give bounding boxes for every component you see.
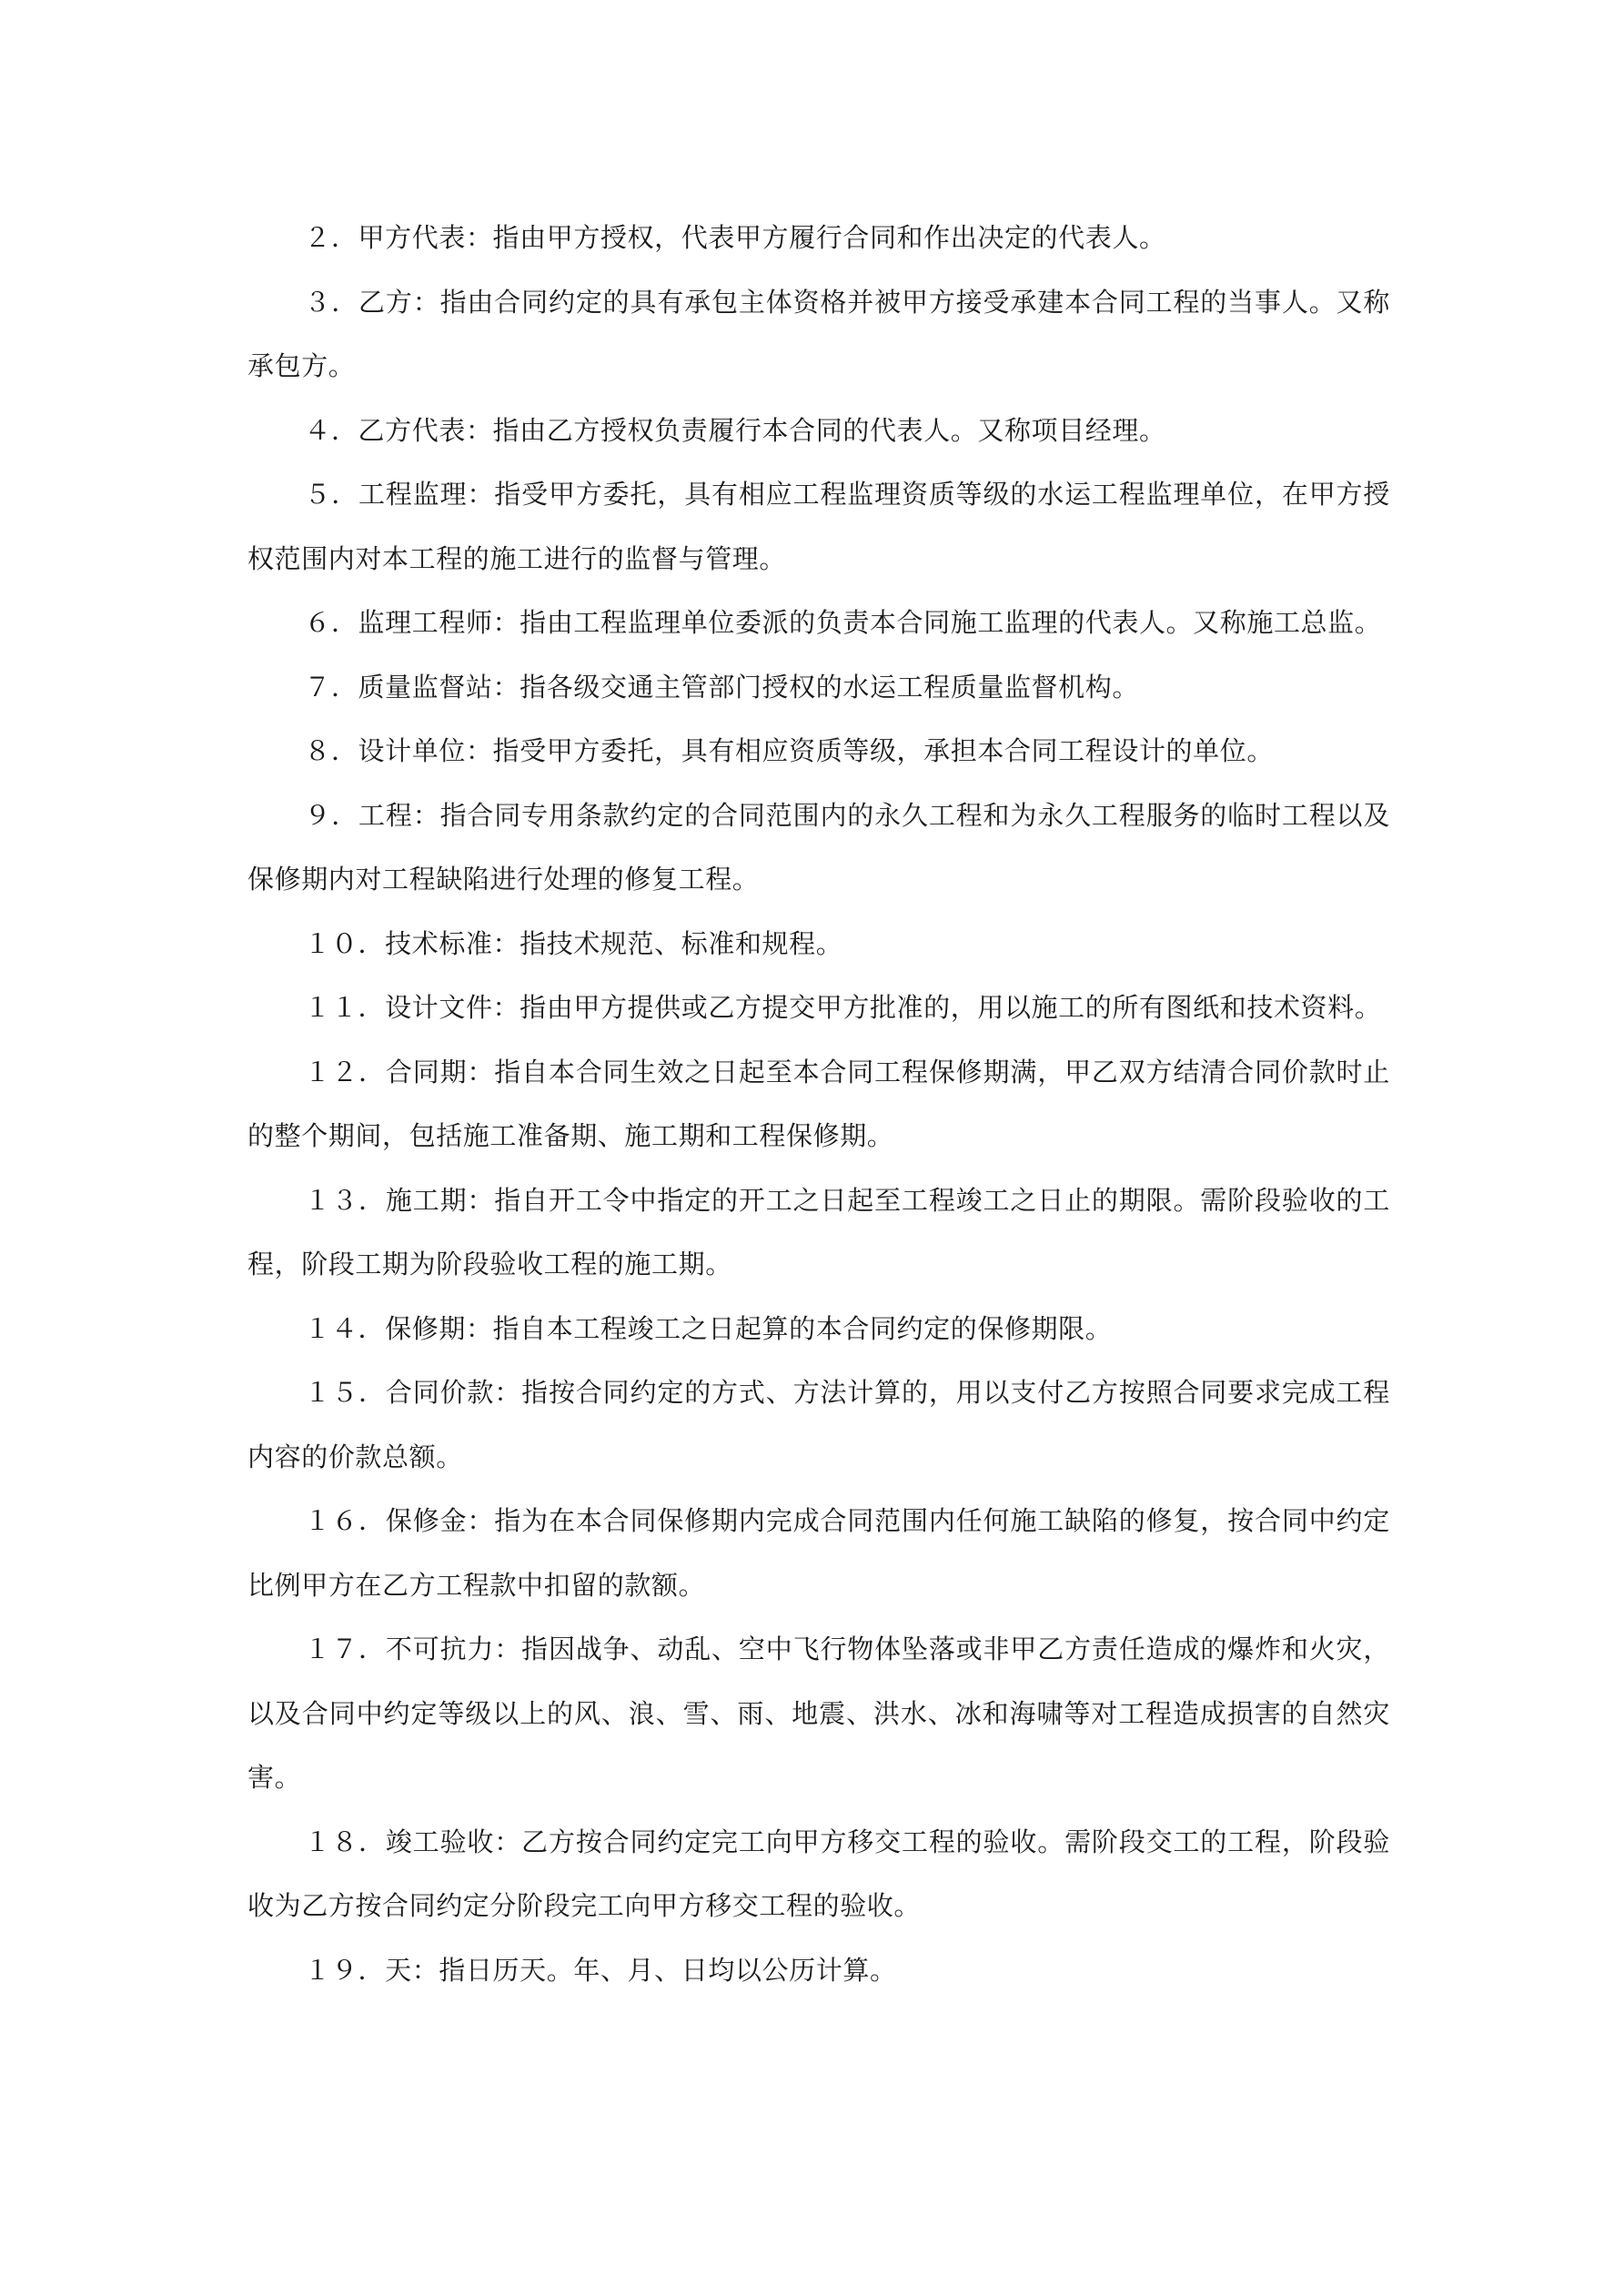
definition-item-13: １３．施工期：指自开工令中指定的开工之日起至工程竣工之日止的期限。需阶段验收的工程，阶段工期为阶段验收工程的施工期。	[247, 1184, 1390, 1279]
definition-item-14: １４．保修期：指自本工程竣工之日起算的本合同约定的保修期限。	[304, 1312, 1113, 1344]
definition-item-19: １９．天：指日历天。年、月、日均以公历计算。	[304, 1954, 897, 1986]
definition-item-18: １８．竣工验收：乙方按合同约定完工向甲方移交工程的验收。需阶段交工的工程，阶段验收为乙方按合同约定分阶段完工向甲方移交工程的验收。	[247, 1826, 1390, 1921]
definition-item-4: ４．乙方代表：指由乙方授权负责履行本合同的代表人。又称项目经理。	[304, 414, 1166, 446]
definition-item-12: １２．合同期：指自本合同生效之日起至本合同工程保修期满，甲乙双方结清合同价款时止的整个期间，包括施工准备期、施工期和工程保修期。	[247, 1056, 1390, 1151]
definition-item-16: １６．保修金：指为在本合同保修期内完成合同范围内任何施工缺陷的修复，按合同中约定比例甲方在乙方工程款中扣留的款额。	[247, 1505, 1390, 1601]
definition-item-17: １７．不可抗力：指因战争、动乱、空中飞行物体坠落或非甲乙方责任造成的爆炸和火灾，以及合同中约定等级以上的风、浪、雪、雨、地震、洪水、冰和海啸等对工程造成损害的自然灾害。	[247, 1633, 1390, 1793]
definition-item-11: １１．设计文件：指由甲方提供或乙方提交甲方批准的，用以施工的所有图纸和技术资料。	[304, 992, 1382, 1023]
definition-item-10: １０．技术标准：指技术规范、标准和规程。	[304, 927, 843, 959]
definition-item-7: ７．质量监督站：指各级交通主管部门授权的水运工程质量监督机构。	[304, 671, 1139, 703]
definition-item-2: ２．甲方代表：指由甲方授权，代表甲方履行合同和作出决定的代表人。	[304, 222, 1166, 253]
definition-item-8: ８．设计单位：指受甲方委托，具有相应资质等级，承担本合同工程设计的单位。	[304, 735, 1274, 766]
definition-item-3: ３．乙方：指由合同约定的具有承包主体资格并被甲方接受承建本合同工程的当事人。又称承包方。	[247, 286, 1390, 381]
definition-item-6: ６．监理工程师：指由工程监理单位委派的负责本合同施工监理的代表人。又称施工总监。	[304, 607, 1382, 638]
definition-item-15: １５．合同价款：指按合同约定的方式、方法计算的，用以支付乙方按照合同要求完成工程内容的价款总额。	[247, 1377, 1390, 1472]
definition-item-5: ５．工程监理：指受甲方委托，具有相应工程监理资质等级的水运工程监理单位，在甲方授权范围内对本工程的施工进行的监督与管理。	[247, 479, 1390, 574]
definition-item-9: ９．工程：指合同专用条款约定的合同范围内的永久工程和为永久工程服务的临时工程以及保修期内对工程缺陷进行处理的修复工程。	[247, 799, 1390, 895]
document-body	[247, 206, 1390, 2002]
